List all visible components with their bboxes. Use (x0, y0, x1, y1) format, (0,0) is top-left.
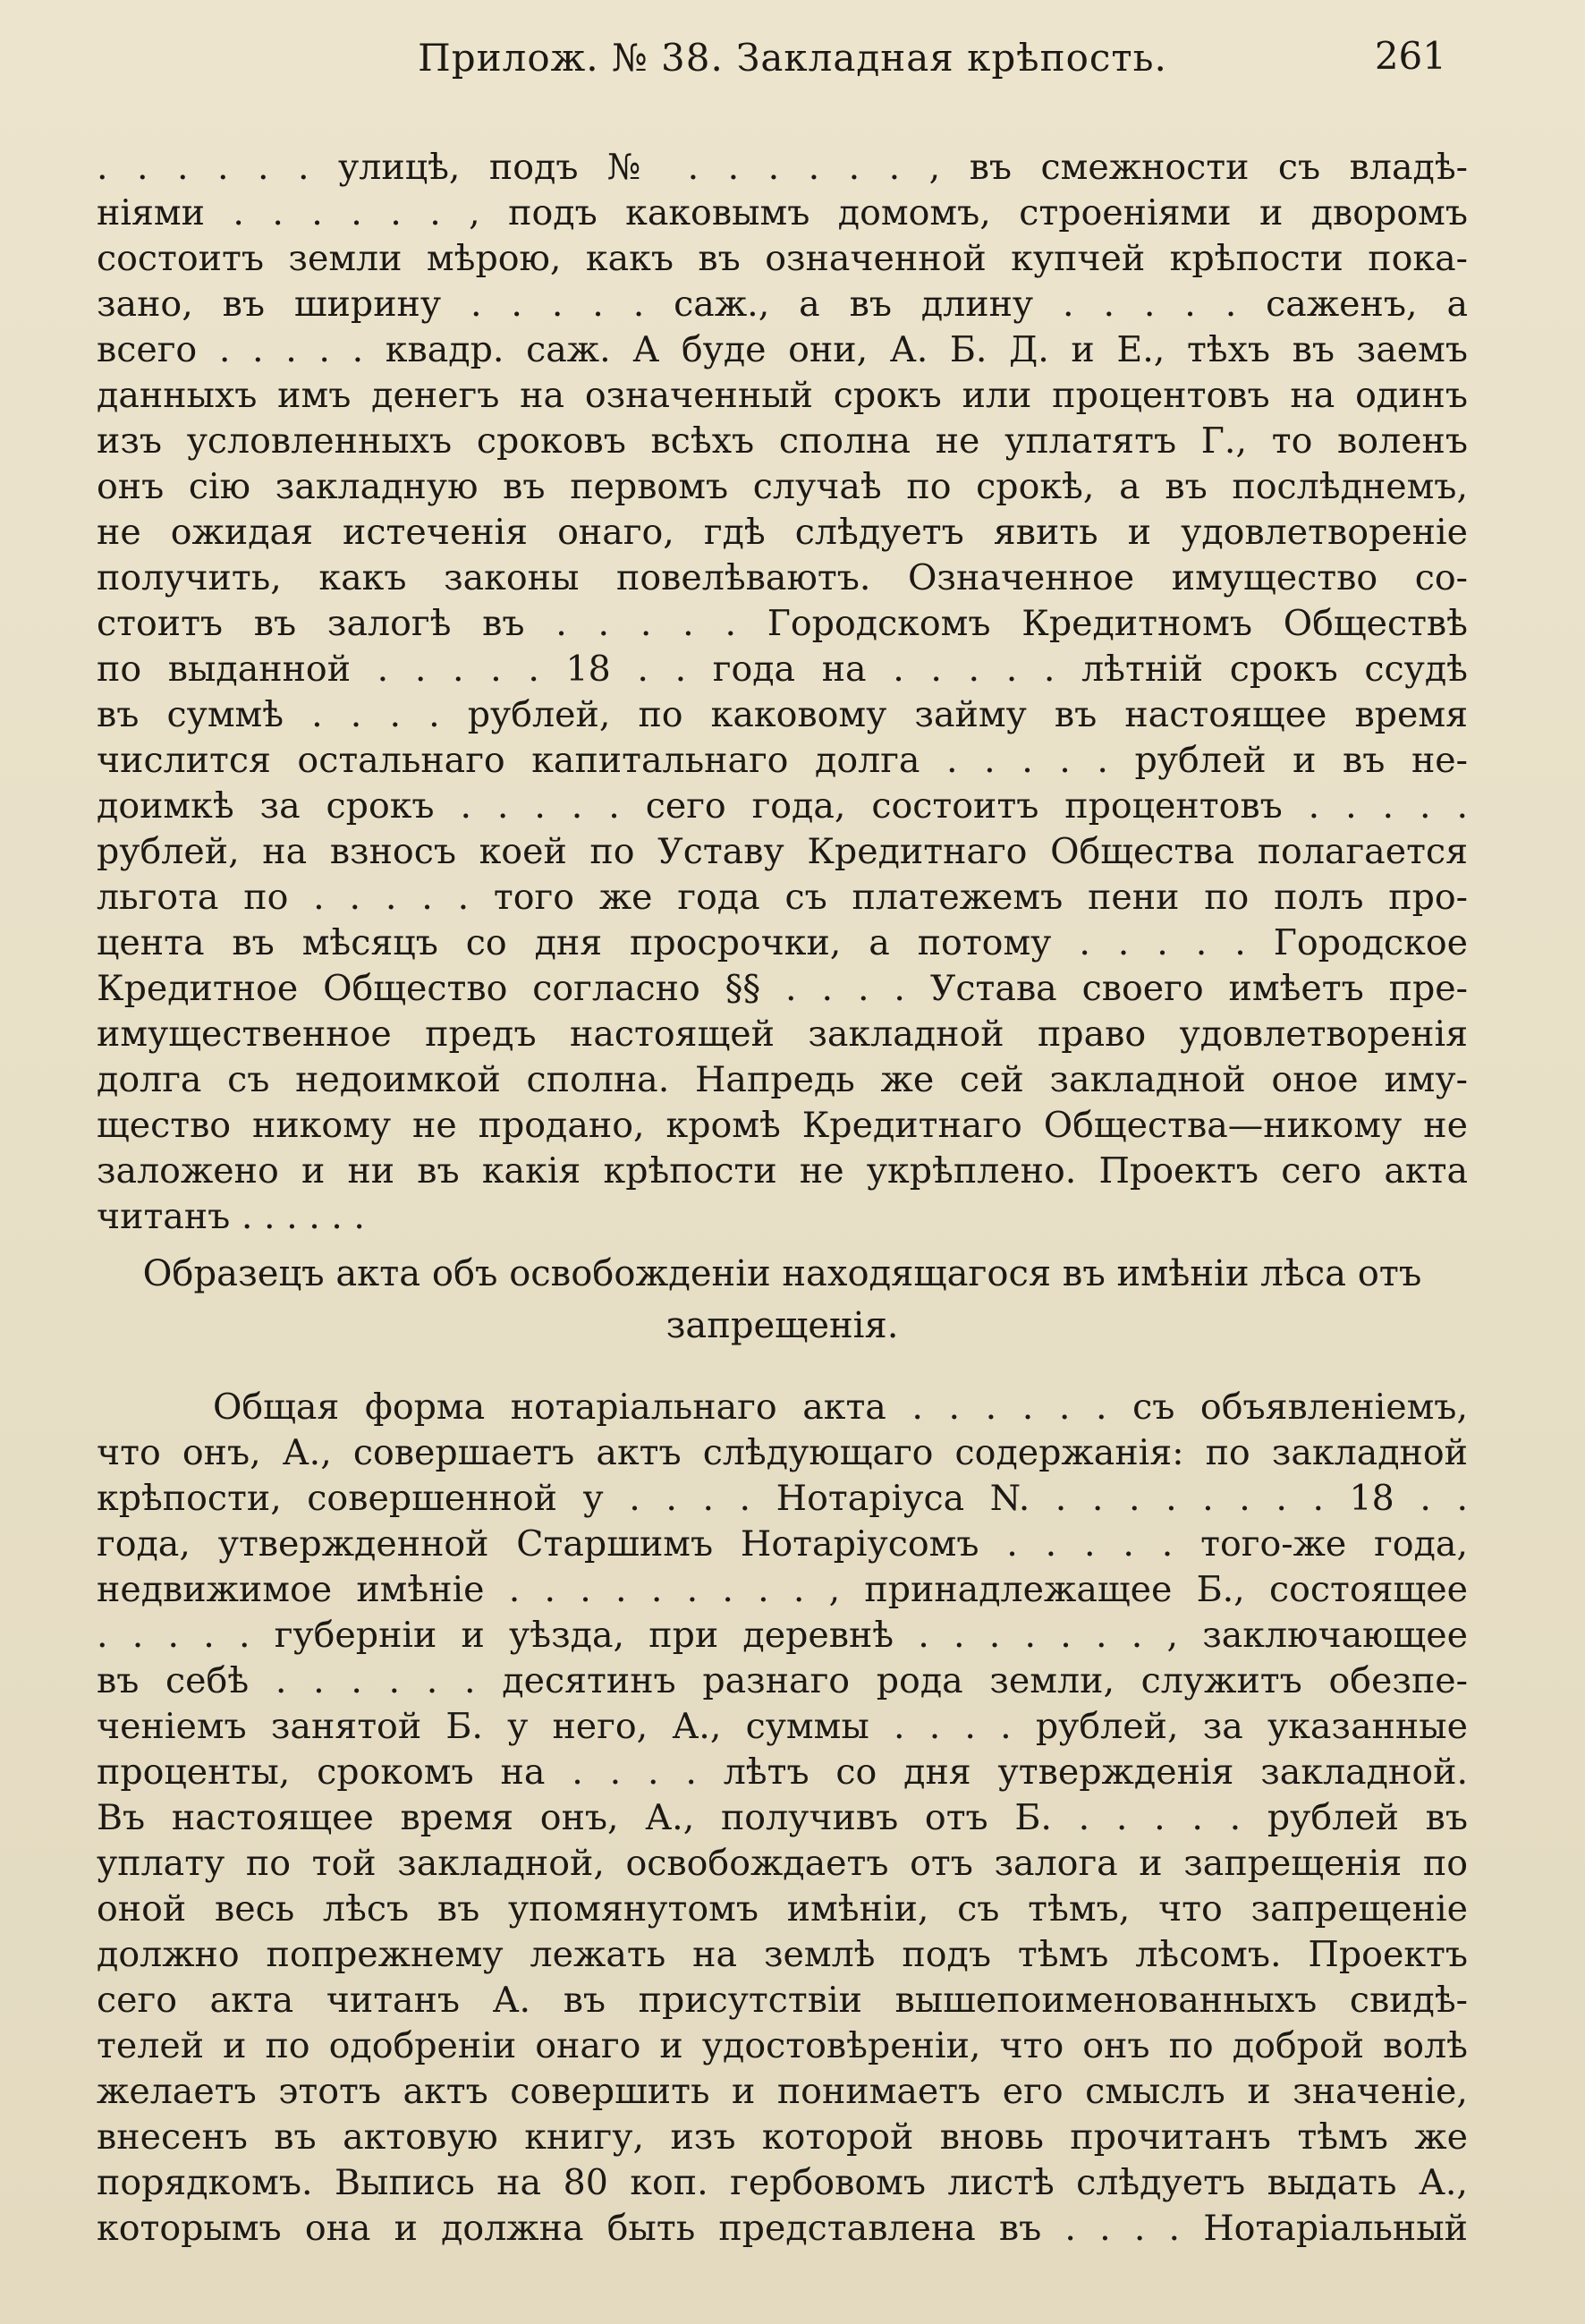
text-line: зано, въ ширину . . . . . саж., а въ длину . . . . . саженъ, а (97, 284, 1468, 325)
text-line: изъ условленныхъ сроковъ всѣхъ сполна не уплатятъ Г., то воленъ (97, 420, 1468, 462)
text-line: цента въ мѣсяцъ со дня просрочки, а потому . . . . . Городское (97, 922, 1468, 963)
text-line: рублей, на взносъ коей по Уставу Кредитнаго Общества полагается (97, 831, 1468, 872)
text-line: льгота по . . . . . того же года съ платежемъ пени по полъ про- (97, 877, 1468, 918)
text-line: телей и по одобреніи онаго и удостовѣреніи, что онъ по доброй волѣ (97, 2025, 1468, 2066)
text-line: числится остальнаго капитальнаго долга . . . . . рублей и въ не- (97, 740, 1468, 781)
running-header: Прилож. № 38. Закладная крѣпость. (418, 36, 1167, 80)
text-line: состоитъ земли мѣрою, какъ въ означенной купчей крѣпости пока- (97, 238, 1468, 279)
text-line: проценты, срокомъ на . . . . лѣтъ со дня утвержденія закладной. (97, 1751, 1468, 1793)
text-line: стоитъ въ залогѣ въ . . . . . Городскомъ Кредитномъ Обществѣ (97, 603, 1468, 644)
text-line: доимкѣ за срокъ . . . . . сего года, состоитъ процентовъ . . . . . (97, 785, 1468, 827)
text-line: ніями . . . . . . , подъ каковымъ домомъ, строеніями и дворомъ (97, 192, 1468, 233)
text-line: по выданной . . . . . 18 . . года на . . . . . лѣтній срокъ ссудѣ (97, 649, 1468, 690)
text-line: заложено и ни въ какія крѣпости не укрѣплено. Проектъ сего акта (97, 1150, 1468, 1192)
text-line: недвижимое имѣніе . . . . . . . . . , принадлежащее Б., состоящее (97, 1569, 1468, 1610)
text-line: должно попрежнему лежать на землѣ подъ тѣмъ лѣсомъ. Проектъ (97, 1934, 1468, 1975)
text-line: сего акта читанъ А. въ присутствіи вышепоименованныхъ свидѣ- (97, 1980, 1468, 2021)
text-line: ченіемъ занятой Б. у него, А., суммы . . . . рублей, за указанные (97, 1706, 1468, 1747)
text-line: порядкомъ. Выпись на 80 коп. гербовомъ листѣ слѣдуетъ выдать А., (97, 2162, 1468, 2203)
text-line: не ожидая истеченія онаго, гдѣ слѣдуетъ явить и удовлетвореніе (97, 512, 1468, 553)
text-line: долга съ недоимкой сполна. Напредь же сей закладной оное иму- (97, 1059, 1468, 1100)
text-line: Кредитное Общество согласно §§ . . . . Устава своего имѣетъ пре- (97, 968, 1468, 1009)
page-number: 261 (1374, 34, 1446, 78)
text-line: года, утвержденной Старшимъ Нотаріусомъ . . . . . того-же года, (97, 1523, 1468, 1565)
text-line: желаетъ этотъ актъ совершить и понимаетъ его смыслъ и значеніе, (97, 2071, 1468, 2112)
section-heading (97, 1248, 1468, 1352)
paragraph-sample-act (97, 1385, 1468, 2252)
text-line: щество никому не продано, кромѣ Кредитнаго Общества—никому не (97, 1105, 1468, 1146)
text-line: уплату по той закладной, освобождаетъ отъ залога и запрещенія по (97, 1843, 1468, 1884)
text-line: имущественное предъ настоящей закладной право удовлетворенія (97, 1014, 1468, 1055)
text-line: Въ настоящее время онъ, А., получивъ отъ Б. . . . . . рублей въ (97, 1797, 1468, 1838)
text-line: внесенъ въ актовую книгу, изъ которой вновь прочитанъ тѣмъ же (97, 2116, 1468, 2158)
heading-line: запрещенія. (665, 1305, 899, 1346)
paragraph-mortgage-terms (97, 145, 1468, 1240)
text-line: въ суммѣ . . . . рублей, по каковому займу въ настоящее время (97, 694, 1468, 735)
text-line: получить, какъ законы повелѣваютъ. Означенное имущество со- (97, 557, 1468, 598)
text-line: которымъ она и должна быть представлена въ . . . . Нотаріальный (97, 2208, 1468, 2249)
text-line: онъ сію закладную въ первомъ случаѣ по срокѣ, а въ послѣднемъ, (97, 466, 1468, 507)
text-line: . . . . . . улицѣ, подъ № . . . . . . , въ смежности съ владѣ- (97, 147, 1468, 188)
text-line: всего . . . . . квадр. саж. А буде они, А. Б. Д. и Е., тѣхъ въ заемъ (97, 329, 1468, 370)
text-line: что онъ, А., совершаетъ актъ слѣдующаго содержанія: по закладной (97, 1432, 1468, 1473)
text-line: . . . . . губерніи и уѣзда, при деревнѣ . . . . . . . , заключающее (97, 1615, 1468, 1656)
text-line: крѣпости, совершенной у . . . . Нотаріуса N. . . . . . . . . 18 . . (97, 1478, 1468, 1519)
text-line: оной весь лѣсъ въ упомянутомъ имѣніи, съ тѣмъ, что запрещеніе (97, 1888, 1468, 1930)
text-line: въ себѣ . . . . . . десятинъ разнаго рода земли, служитъ обезпе- (97, 1660, 1468, 1701)
text-line: Общая форма нотаріальнаго акта . . . . . . съ объявленіемъ, (213, 1387, 1468, 1428)
text-line: читанъ . . . . . . (97, 1196, 365, 1237)
text-line: данныхъ имъ денегъ на означенный срокъ или процентовъ на одинъ (97, 375, 1468, 416)
heading-line: Образецъ акта объ освобожденіи находящагося въ имѣніи лѣса отъ (142, 1253, 1422, 1294)
